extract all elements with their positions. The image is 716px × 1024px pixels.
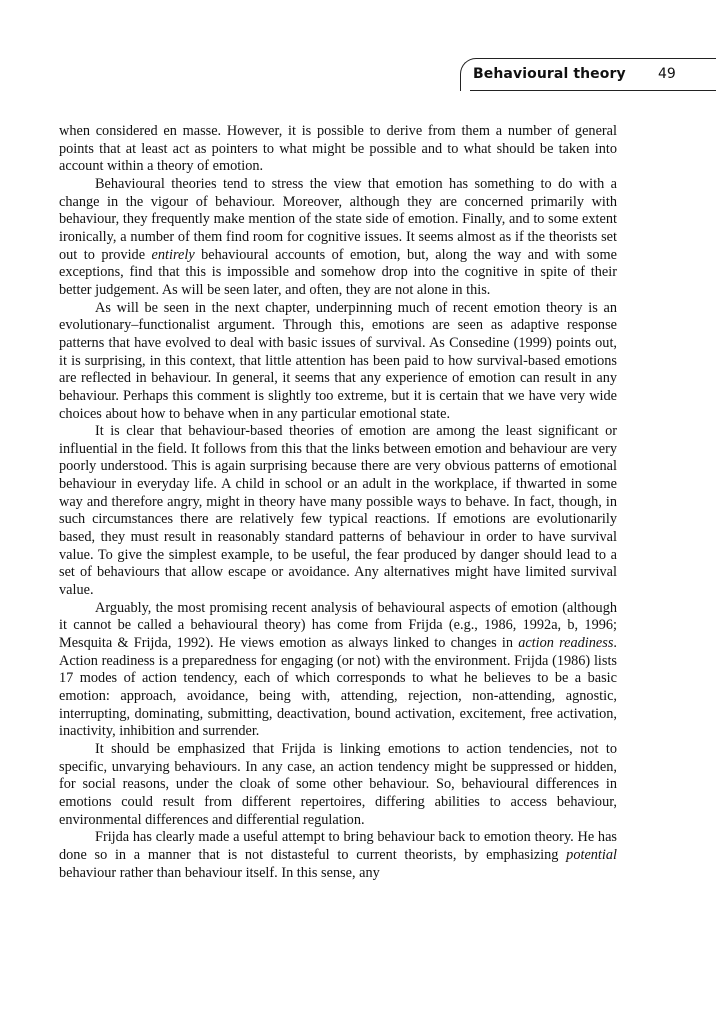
text-segment: Behavioural theories tend to stress the view that emotion has something to do with a change in the vigour of behaviour. Moreover, although they are concerned primarily with behaviour, they frequently make mention of the state side of emotion. Finally, and to some extent ironically, a number of them find room for cognitive issues. It seems almost as if the theorists set out to provide [59,175,617,263]
text-segment: As will be seen in the next chapter, underpinning much of recent emotion theory is an evolutionary–functionalist argument. Through this, emotions are seen as adaptive response patterns that have evolved to deal with basic issues of survival. As Consedine (1999) points out, it is surprising, in this context, that little attention has been paid to how survival-based emotions are reflected in behaviour. In general, it seems that any experience of emotion can result in any behaviour. Perhaps this comment is slightly too extreme, but it is certain that we have very wide choices about how to behave when in any particular emotional state. [59,299,617,422]
paragraph [59,600,617,741]
body-text [59,123,617,882]
italic-emphasis: action readiness [518,635,614,652]
text-segment: . Action readiness is a preparedness for engaging (or not) with the environment. Frijda (1986) lists 17 modes of action tendency, each of which corresponds to what he believes to be a basic emotion: approach, avoidance, being with, attending, rejection, non-attending, agnostic, interrupting, dominating, submitting, deactivation, bound activation, excitement, free activation, inactivity, inhibition and surrender. [59,635,617,740]
paragraph [59,300,617,424]
text-segment: Frijda has clearly made a useful attempt to bring behaviour back to emotion theory. He has done so in a manner that is not distasteful to current theorists, by emphasizing [59,829,617,863]
page-number: 49 [658,66,676,82]
paragraph [59,123,617,176]
paragraph [59,829,617,882]
italic-emphasis: potential [566,846,617,863]
text-segment: behavioural accounts of emotion, but, along the way and with some exceptions, find that this is impossible and somehow drop into the cognitive in spite of their better judgement. As will be seen later, and often, they are not alone in this. [59,246,617,298]
header-rule [470,90,716,91]
text-segment: It should be emphasized that Frijda is linking emotions to action tendencies, not to specific, unvarying behaviours. In any case, an action tendency might be suppressed or hidden, for social reasons, under the cloak of some other behaviour. So, behavioural differences in emotions could result from different repertoires, differing abilities to access behaviour, environmental differences and differential regulation. [59,740,617,828]
text-segment: behaviour rather than behaviour itself. In this sense, any [59,864,380,881]
text-segment: Arguably, the most promising recent analysis of behavioural aspects of emotion (although it cannot be called a behavioural theory) has come from Frijda (e.g., 1986, 1992a, b, 1996; Mesquita & Frijda, 1992). He views emotion as always linked to changes in [59,599,617,652]
paragraph [59,423,617,600]
paragraph [59,741,617,829]
paragraph [59,176,617,300]
text-segment: It is clear that behaviour-based theories of emotion are among the least significant or influential in the field. It follows from this that the links between emotion and behaviour are very poorly understood. This is again surprising because there are very obvious patterns of emotional behaviour in everyday life. A child in school or an adult in the workplace, if thwarted in some way and therefore angry, might in theory have many possible ways to behave. In fact, though, in such circumstances there are relatively few typical reactions. If emotions are evolutionarily based, they must result in reasonably standard patterns of behaviour in order to have survival value. To give the simplest example, to be useful, the fear produced by danger should lead to a set of behaviours that allow escape or avoidance. Any alternatives might have limited survival value. [59,423,617,599]
text-segment: when considered en masse. However, it is possible to derive from them a number of general points that at least act as pointers to what might be possible and to what should be taken into account within a theory of emotion. [59,123,617,175]
italic-emphasis: entirely [151,246,195,263]
running-title: Behavioural theory [473,66,626,82]
